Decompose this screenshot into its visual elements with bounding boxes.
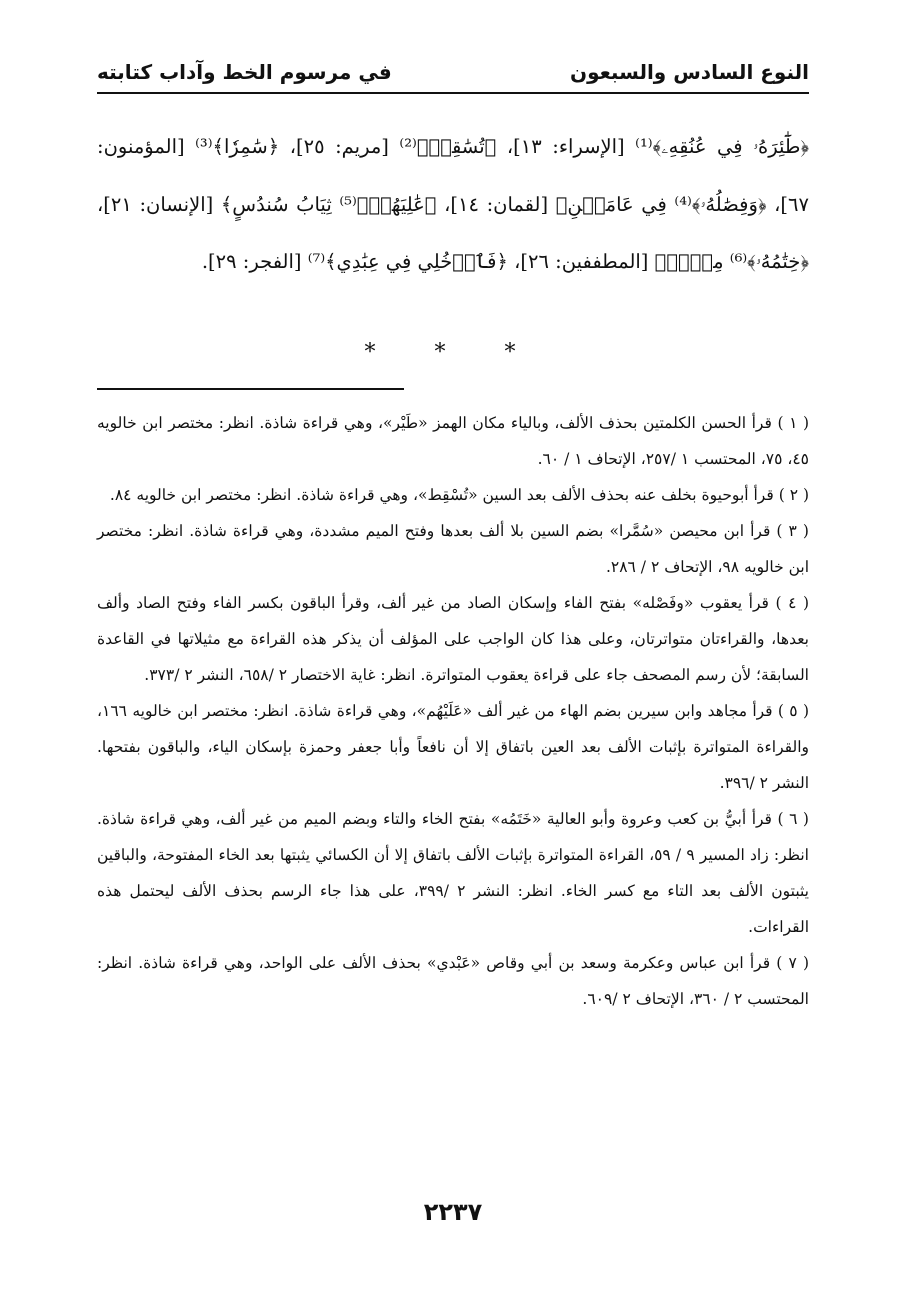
footnote-text: قرأ مجاهد وابن سيرين بضم الهاء من غير ألف «عَلَيْهُم»، وهي قراءة شاذة. انظر: مختصر ابن خالويه ١٦٦، والقراءة المتواترة بإثبات الألف بعد العين باتفاق إلا أن نافعاً وأبا جعفر وحمزة بإسكان الياء، والباقون بفتحها. النشر ٢ /٣٩٦.: [97, 702, 809, 792]
footnote-number: ( ١ ): [777, 414, 810, 432]
running-header: [97, 54, 809, 90]
footnote-text: قرأ ابن عباس وعكرمة وسعد بن أبي وقاص «عَبْدي» بحذف الألف على الواحد، وهي قراءة شاذة. انظر: المحتسب ٢ / ٣٦٠، الإتحاف ٢ /٦٠٩.: [97, 954, 809, 1008]
book-page: [97, 0, 809, 1315]
footnote-1: [97, 405, 809, 477]
footnote-4: [97, 585, 809, 693]
footnote-2: [97, 477, 809, 513]
chapter-title: النوع السادس والسبعون: [570, 60, 809, 84]
section-separator: * * *: [364, 340, 542, 365]
main-text-line: ﴿طَٰٓئِرَهُۥ فِي عُنُقِهِۦ﴾⁽¹⁾ [الإسراء: ١٣]، ﴿تُسَٰقِطۡ﴾⁽²⁾ [مريم: ٢٥]،: [289, 135, 809, 158]
footnote-rule: [97, 388, 404, 390]
main-text-line: ﴿سَٰمِرٗا﴾⁽³⁾ [المؤمنون: ٦٧]، ﴿وَفِصَٰلُهُۥ﴾⁽⁴⁾ فِي عَامَيۡنِ﴾ [لقمان: ١٤]،: [97, 135, 809, 216]
section-title: في مرسوم الخط وآداب كتابته: [97, 60, 392, 84]
header-rule: [97, 92, 809, 94]
footnote-3: [97, 513, 809, 585]
main-text-line: ٢٦]، ﴿فَٱدۡخُلِي فِي عِبَٰدِي﴾⁽⁷⁾ [الفجر: ٢٩].: [201, 250, 549, 273]
footnote-text: قرأ أبيُّ بن كعب وعروة وأبو العالية «خَتَمُه» بفتح الخاء والتاء وبضم الميم من غير ألف، وهي قراءة شاذة. انظر: زاد المسير ٩ / ٥٩، القراءة المتواترة بإثبات الألف باتفاق إلا أن الكسائي يثبتها بعد الخاء المفتوحة، والباقين يثبتون الألف بعد التاء مع كسر الخاء. انظر: النشر ٢ /٣٩٩، على هذا جاء الرسم بحذف الألف ليحتمل هذه القراءات.: [97, 810, 809, 936]
footnote-number: ( ٦ ): [777, 810, 809, 828]
footnote-6: [97, 801, 809, 945]
footnote-number: ( ٣ ): [776, 522, 809, 540]
footnote-7: [97, 945, 809, 1017]
footnote-text: قرأ ابن محيصن «سُمَّرا» بضم السين بلا ألف بعدها وفتح الميم مشددة، وهي قراءة شاذة. انظر: مختصر ابن خالويه ٩٨، الإتحاف ٢ / ٢٨٦.: [97, 522, 809, 576]
main-text: [97, 118, 809, 291]
main-text-line: ﴿عَٰلِيَهُمۡ﴾⁽⁵⁾ ثِيَابُ سُندُسٍ﴾ [الإنسان: ٢١]، ﴿خِتَٰمُهُۥ﴾⁽⁶⁾ مِسۡكٞ﴾ [المطففين:: [97, 192, 809, 273]
footnote-5: [97, 693, 809, 801]
footnote-number: ( ٥ ): [777, 702, 809, 720]
page-number: ٢٢٣٧: [423, 1198, 483, 1226]
footnote-text: قرأ يعقوب «وفَصْله» بفتح الفاء وإسكان الصاد من غير ألف، وقرأ الباقون بكسر الفاء وفتح الصاد وألف بعدها، والقراءتان متواترتان، وعلى هذا كان الواجب على المؤلف أن يذكر هذه القراءة مع مثيلاتها في القاعدة السابقة؛ لأن رسم المصحف جاء على قراءة يعقوب المتواترة. انظر: غاية الاختصار ٢ /٦٥٨، النشر ٢ /٣٧٣.: [97, 594, 809, 684]
footnote-number: ( ٤ ): [775, 594, 809, 612]
footnote-number: ( ٢ ): [778, 486, 809, 504]
footnote-text: قرأ الحسن الكلمتين بحذف الألف، وبالياء مكان الهمز «طَيْر»، وهي قراءة شاذة. انظر: مختصر ابن خالويه ٤٥، ٧٥، المحتسب ١ /٢٥٧، الإتحاف ١ / ٦٠.: [97, 414, 809, 468]
footnote-number: ( ٧ ): [776, 954, 809, 972]
footnotes: [97, 405, 809, 1017]
footnote-text: قرأ أبوحيوة بخلف عنه بحذف الألف بعد السين «تُسْقِط»، وهي قراءة شاذة. انظر: مختصر ابن خالويه ٨٤.: [109, 486, 774, 504]
